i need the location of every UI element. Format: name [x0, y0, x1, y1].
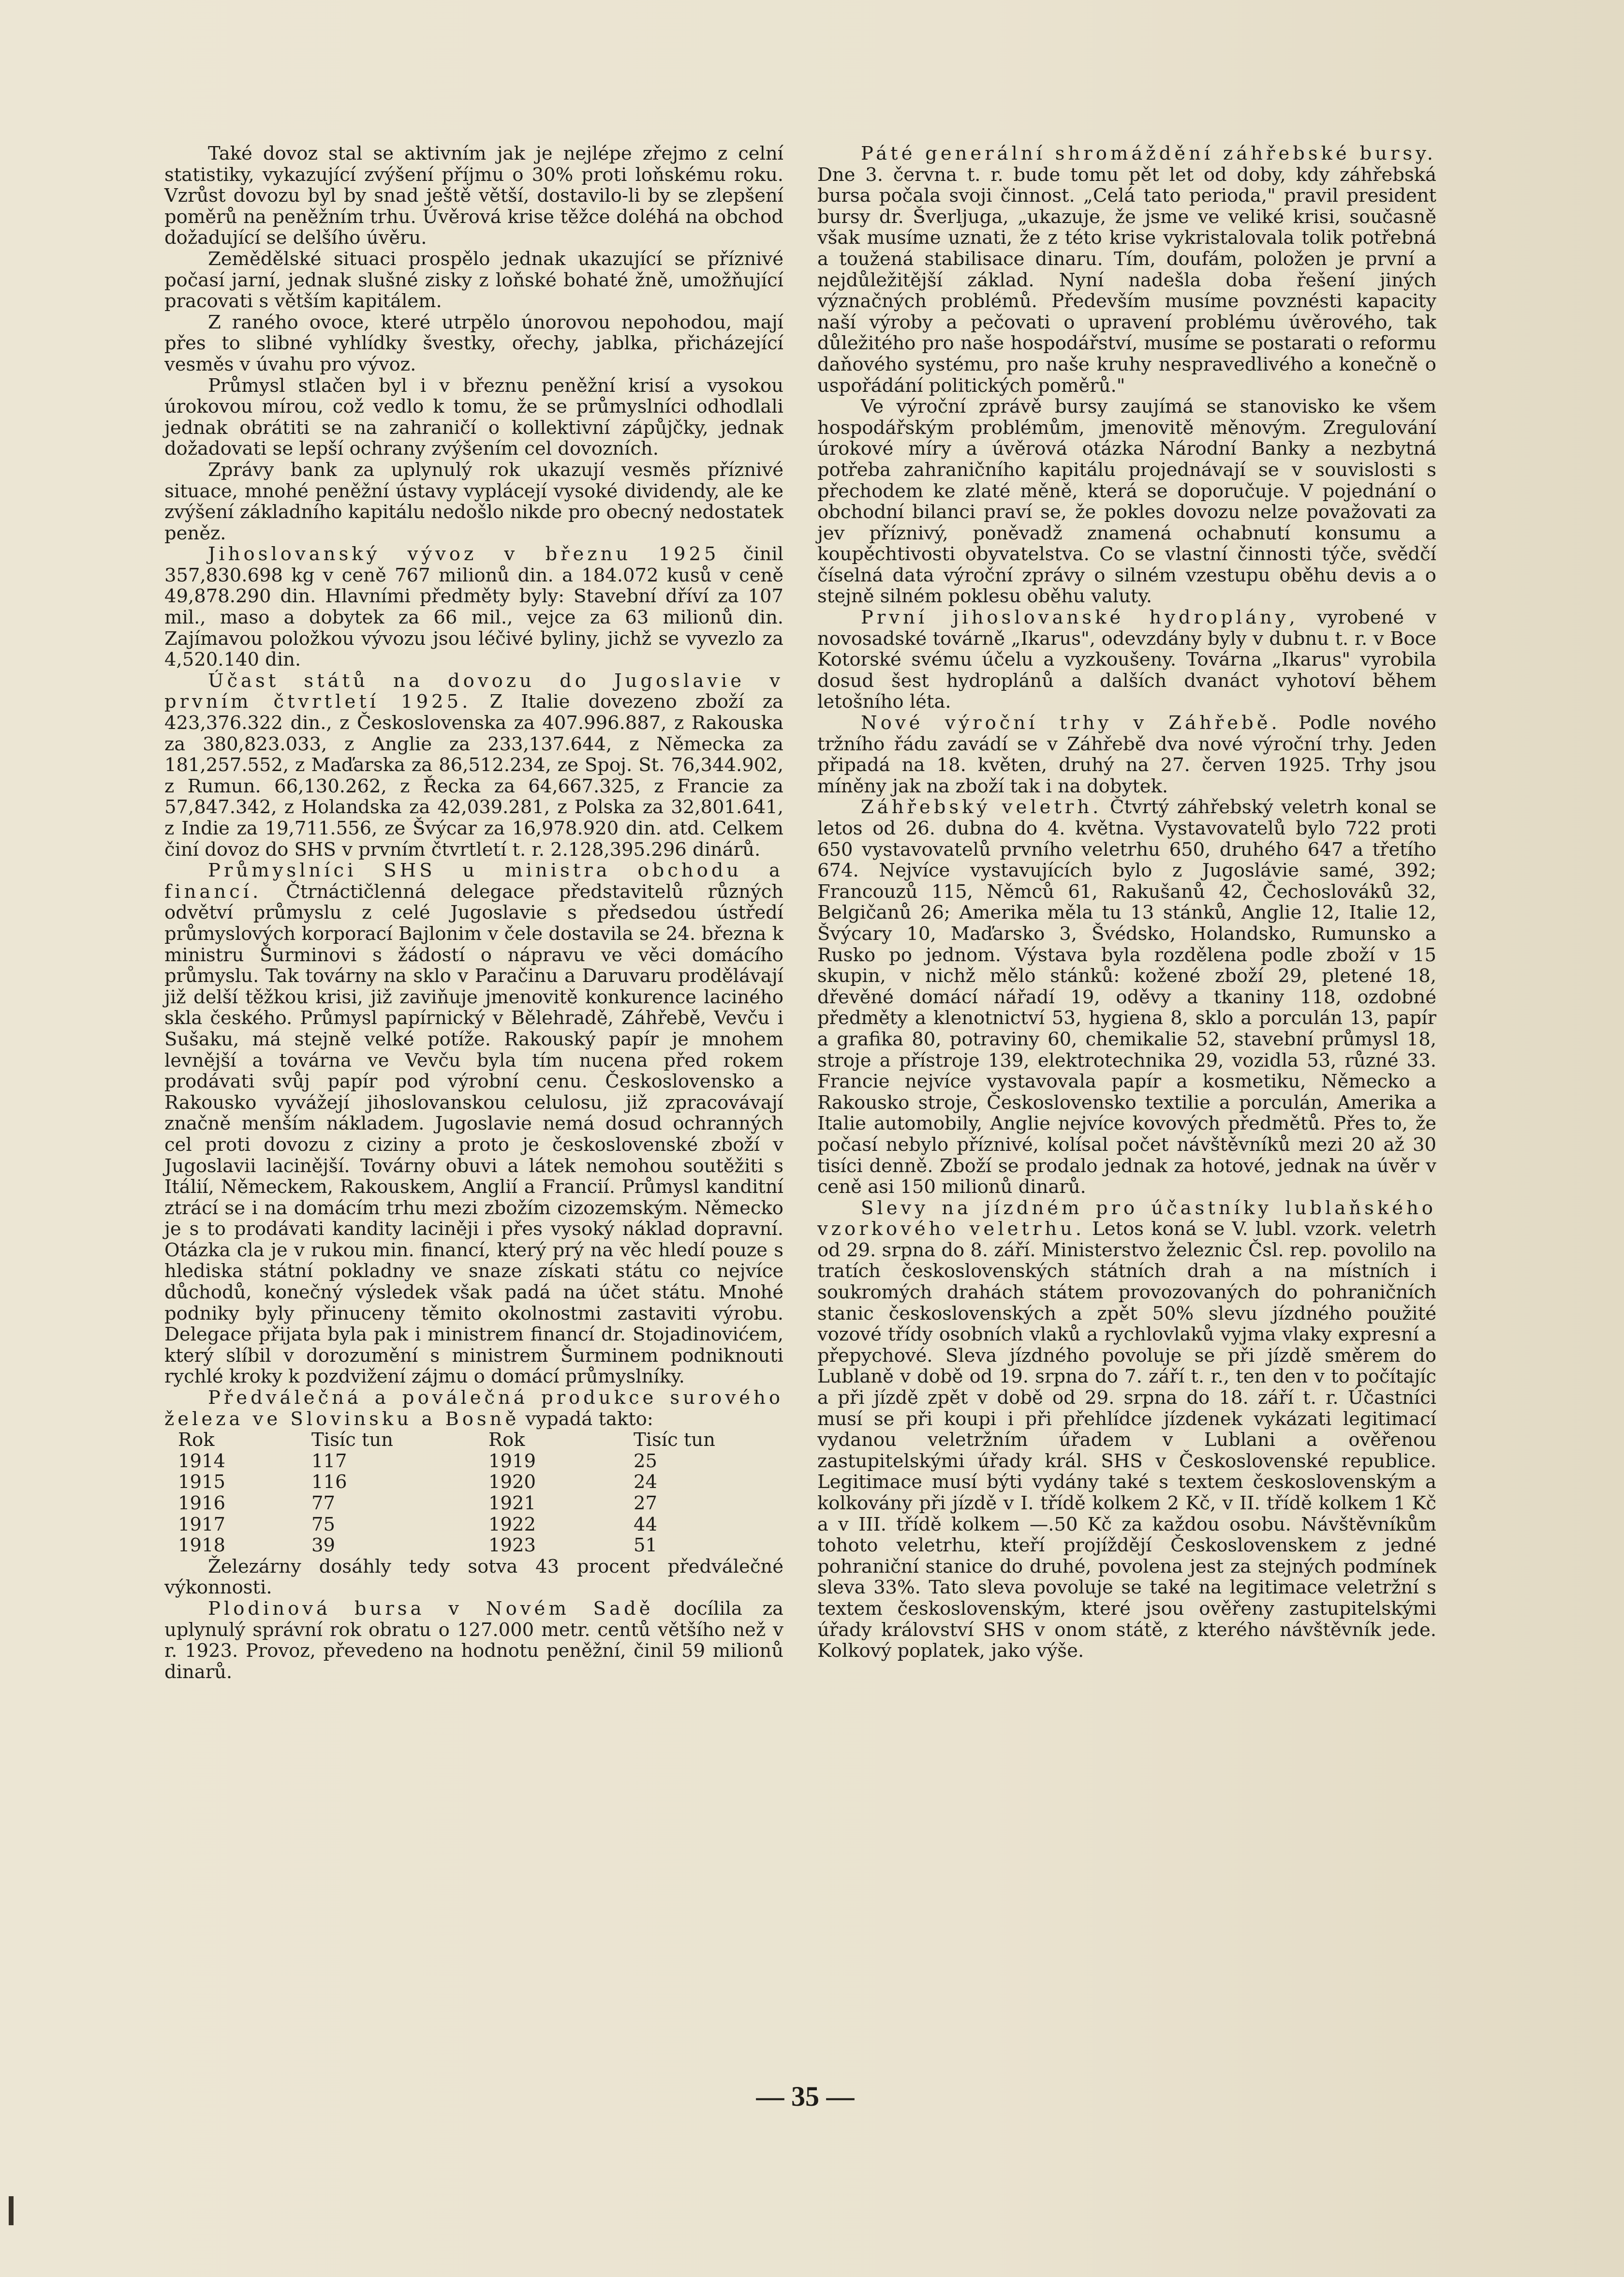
table-cell: 24	[634, 1471, 657, 1493]
paragraph-import-growth: Také dovoz stal se aktivním jak je nejlépe zřejmo z celní statistiky, vykazující zvýšení příjmu o 30% proti loňskému roku. Vzrůst dovozu byl by snad ještě větší, dostavilo-li by se zlepšení poměrů na peněžním trhu. Úvěrová krise těžce doléhá na obchod dožadující se delšího úvěru.	[164, 143, 783, 249]
table-cell: 1918	[178, 1534, 225, 1557]
heading-fare-discounts: Slevy na jízdném pro účastníky lublaňského vzorkového veletrhu.	[817, 1197, 1436, 1240]
table-cell: 1921	[488, 1492, 536, 1514]
table-header-cell: Tisíc tun	[634, 1429, 715, 1451]
body-iron-production: vypadá takto:	[519, 1408, 653, 1430]
table-row	[169, 1451, 750, 1472]
body-annual-markets: Podle nového tržního řádu zavádí se v Záhřebě dva nové výroční trhy. Jeden připadá na 18. květen, druhý na 27. červen 1925. Trhy jsou míněny jak na zboží tak i na dobytek.	[817, 712, 1436, 797]
body-hydroplanes: , vyrobené v novosadské továrně „Ikarus", odevzdány byly v dubnu t. r. v Boce Kotorské svému účelu a vyzkoušeny. Továrna „Ikarus" vyrobila dosud šest hydroplánů a dalších dvanáct vyhotoví během letošního léta.	[817, 607, 1436, 713]
paragraph-fare-discounts	[817, 1198, 1436, 1662]
table-cell: 39	[311, 1534, 335, 1557]
heading-hydroplanes: První jihoslovanské hydroplány	[861, 607, 1289, 629]
table-cell: 1922	[488, 1513, 536, 1535]
table-cell: 1923	[488, 1534, 536, 1557]
paragraph-zagreb-exchange	[817, 143, 1436, 396]
body-zagreb-exchange: Dne 3. června t. r. bude tomu pět let od doby, kdy záhřebská bursa počala svoji činnost. „Celá tato perioda," pravil president bursy dr. Šverljuga, „ukazuje, že jsme ve veliké krisi, současně však musíme uznati, že z této krise vykristalovala tolik potřebná a toužená stabilisace dinaru. Tím, doufám, položen je první a nejdůležitější základ. Nyní nadešla doba řešení jiných význačných problémů. Především musíme povznésti kapacity naší výroby a pečovati o upravení problému úvěrového, tak důležitého pro naše hospodářství, musíme se postarati o reformu daňového systému, pro naše kruhy nespravedlivého a konečně o uspořádání politických poměrů."	[817, 164, 1436, 397]
table-cell: 77	[311, 1492, 335, 1514]
table-cell: 1917	[178, 1513, 225, 1535]
table-cell: 51	[634, 1534, 657, 1557]
paragraph-ironworks: Železárny dosáhly tedy sotva 43 procent předválečné výkonnosti.	[164, 1555, 783, 1599]
table-cell: 1916	[178, 1492, 225, 1514]
paragraph-industrialists	[164, 860, 783, 1387]
table-header-row	[169, 1429, 750, 1451]
table-row	[169, 1493, 750, 1514]
table-cell: 25	[634, 1450, 657, 1472]
body-industrialists: Čtrnáctičlenná delegace představitelů různých odvětví průmyslu z celé Jugoslavie s předsedou ústředí průmyslových korporací Bajlonim v čele dostavila se 24. března k ministru Šurminovi s žádostí o nápravu ve věci domácího průmyslu. Tak továrny na sklo v Paračinu a Daruvaru prodělávají již delší těžkou krisi, již zaviňuje jmenovitě konkurence laciného skla českého. Průmysl papírnický v Bělehradě, Záhřebě, Vevču i Sušaku, má stejně velké potíže. Rakouský papír je mnohem levnější a továrna ve Vevču byla tím nucena před rokem prodávati svůj papír pod výrobní cenu. Československo a Rakousko vyvážejí jihoslovanskou celulosu, již zpracovávají značně menším nákladem. Jugoslavie nemá dosud ochranných cel proti dovozu z ciziny a proto je československé zboží v Jugoslavii lacinější. Továrny obuvi a látek nemohou soutěžiti s Itálií, Německem, Rakouskem, Anglií a Francií. Průmysl kanditní ztrácí se i na domácím trhu mezi zbožím cizozemským. Německo je s to prodávati kandity laciněji i přes vysoký náklad dopravní. Otázka cla je v rukou min. financí, který prý na věc hledí pouze s hlediska státní pokladny ve snaze získati státu co nejvíce důchodů, konečný výsledek však padá na účet státu. Mnohé podniky byly přinuceny těmito okolnostmi zastaviti výrobu. Delegace přijata byla pak i ministrem financí dr. Stojadinovićem, který slíbil v dorozumění s ministrem Šurminem podniknouti rychlé kroky k pozdvižení zájmu o domácí průmyslníky.	[164, 880, 783, 1388]
table-cell: 75	[311, 1513, 335, 1535]
paragraph-agriculture: Zemědělské situaci prospělo jednak ukazující se příznivé počasí jarní, jednak slušné zisky z loňské bohaté žně, umožňující pracovati s větším kapitálem.	[164, 248, 783, 313]
table-header-cell: Rok	[178, 1429, 215, 1451]
body-export-march: činil 357,830.698 kg v ceně 767 milionů din. a 184.072 kusů v ceně 49,878.290 din. Hlavními předměty byly: Stavební dříví za 107 mil., maso a dobytek za 66 mil., vejce za 63 milionů din. Zajímavou položkou vývozu jsou léčivé byliny, jichž se vyvezlo za 4,520.140 din.	[164, 543, 783, 671]
table-cell: 1920	[488, 1471, 536, 1493]
page-number: — 35 —	[756, 2081, 855, 2112]
table-cell: 1915	[178, 1471, 225, 1493]
table-cell: 44	[634, 1513, 657, 1535]
paragraph-fruit: Z raného ovoce, které utrpělo únorovou nepohodou, mají přes to slibné vyhlídky švestky, ořechy, jablka, přicházející vesměs v úvahu pro vývoz.	[164, 311, 783, 375]
heading-annual-markets: Nové výroční trhy v Záhřebě.	[861, 712, 1281, 734]
left-column	[164, 143, 783, 1682]
paragraph-hydroplanes	[817, 607, 1436, 713]
paragraph-zagreb-fair	[817, 797, 1436, 1197]
paragraph-industry: Průmysl stlačen byl i v březnu peněžní krisí a vysokou úrokovou mírou, což vedlo k tomu, že se průmyslníci odhodlali jednak obrátiti se na zahraničí o kollektivní zápůjčky, jednak dožadovati se lepší ochrany zvýšením cel dovozních.	[164, 374, 783, 460]
paragraph-annual-markets	[817, 713, 1436, 797]
table-row	[169, 1535, 750, 1556]
heading-industrialists: Průmyslníci SHS u ministra obchodu a financí.	[164, 860, 783, 903]
body-commodity-exchange: docílila za uplynulý správní rok obratu o 127.000 metr. centů většího než v r. 1923. Provoz, převedeno na hodnotu peněžní, činil 59 milionů dinarů.	[164, 1597, 783, 1683]
paragraph-banks: Zprávy bank za uplynulý rok ukazují vesměs příznivé situace, mnohé peněžní ústavy vyplácejí vysoké dividendy, ale ke zvýšení základního kapitálu nedošlo nikde pro obecný nedostatek peněz.	[164, 459, 783, 544]
binding-mark	[9, 2196, 14, 2225]
table-header-cell: Tisíc tun	[311, 1429, 393, 1451]
table-cell: 1919	[488, 1450, 536, 1472]
table-row	[169, 1514, 750, 1535]
table-header-cell: Rok	[488, 1429, 525, 1451]
heading-zagreb-fair: Záhřebský veletrh.	[861, 796, 1102, 819]
heading-commodity-exchange: Plodinová bursa v Novém Sadě	[208, 1597, 654, 1620]
table-row	[169, 1472, 750, 1493]
paragraph-commodity-exchange	[164, 1598, 783, 1682]
table-cell: 117	[311, 1450, 347, 1472]
heading-import-shares: Účast států na dovozu do Jugoslavie v prvním čtvrtletí 1925.	[164, 670, 783, 713]
body-zagreb-fair: Čtvrtý záhřebský veletrh konal se letos od 26. dubna do 4. května. Vystavovatelů bylo 722 proti 650 vystavovatelů prvního veletrhu 650, druhého 647 a třetího 674. Nejvíce vystavujících bylo z Jugoslávie samé, 392; Francouzů 115, Němců 61, Rakušanů 42, Čechoslováků 32, Belgičanů 26; Amerika měla tu 13 stánků, Anglie 12, Italie 12, Švýcary 10, Maďarsko 3, Švédsko, Holandsko, Rumunsko a Rusko po jednom. Výstava byla rozdělena podle zboží v 15 skupin, v nichž mělo stánků: kožené zboží 29, pletené 18, dřevěné domácí nářadí 19, oděvy a tkaniny 118, ozdobné předměty a klenotnictví 53, hygiena 8, sklo a porculán 13, papír a grafika 80, potraviny 60, chemikalie 52, stavební průmysl 18, stroje a přístroje 139, elektrotechnika 29, vozidla 53, různé 33. Francie nejvíce vystavovala papír a kosmetiku, Německo a Rakousko stroje, Československo textilie a porculán, Amerika a Italie automobily, Anglie nejvíce kovových předmětů. Přes to, že počasí nebylo příznivé, kolísal počet návštěvníků mezi 20 až 30 tisíci denně. Zboží se prodalo jednak za hotové, jednak na úvěr v ceně asi 150 milionů dinarů.	[817, 796, 1436, 1198]
body-import-shares: Z Italie dovezeno zboží za 423,376.322 din., z Československa za 407.996.887, z Rakouska za 380,823.033, z Anglie za 233,137.644, z Německa za 181,257.552, z Maďarska za 86,512.234, ze Spoj. St. 76,344.902, z Rumun. 66,130.262, z Řecka za 64,667.325, z Francie za 57,847.342, z Holandska za 42,039.281, z Polska za 32,801.641, z Indie za 19,711.556, ze Švýcar za 16,978.920 din. atd. Celkem činí dovoz do SHS v prvním čtvrtletí t. r. 2.128,395.296 dinárů.	[164, 691, 783, 861]
heading-export-march: Jihoslovanský vývoz v březnu 1925	[208, 543, 720, 566]
paragraph-import-shares	[164, 670, 783, 860]
table-cell: 1914	[178, 1450, 225, 1472]
heading-zagreb-exchange: Páté generální shromáždění záhřebské bursy.	[861, 143, 1436, 164]
heading-iron-production: Předválečná a poválečná produkce surového železa ve Slovinsku a Bosně	[164, 1387, 783, 1430]
paragraph-export-march	[164, 544, 783, 670]
body-fare-discounts: Letos koná se V. lubl. vzork. veletrh od 29. srpna do 8. září. Ministerstvo železnic Čsl. rep. povolilo na tratích československých státních drah a na místních i soukromých drahách státem provozovaných do pohraničních stanic československých a zpět 50% slevu jízdného použité vozové třídy osobních vlaků a rychlovlaků vyjma vlaky expresní a přepychové. Sleva jízdného povoluje se při jízdě směrem do Lublaně v době od 19. srpna do 7. září t. r., ten den v to počítajíc a při jízdě zpět v době od 29. srpna do 18. září t. r. Účastníci musí se při koupi i při přehlídce jízdenek vykázati legitimací vydanou veletržním úřadem v Lublani a ověřenou zastupitelskými úřady král. SHS v Československé republice. Legitimace musí býti vydány také s textem československým a kolkovány při jízdě v I. třídě kolkem 2 Kč, v II. třídě kolkem 1 Kč a v III. třídě kolkem —.50 Kč za každou osobu. Návštěvníkům tohoto veletrhu, kteří projíždějí Československem z jedné pohraniční stanice do druhé, povolena jest za stejných podmínek sleva 33%. Tato sleva povoluje se také na legitimace veletržní s textem československým, které jsou ověřeny zastupitelskými úřady království SHS v onom státě, z kterého návštěvník jede. Kolkový poplatek, jako výše.	[817, 1218, 1436, 1662]
table-cell: 116	[311, 1471, 347, 1493]
iron-production-table	[169, 1429, 750, 1556]
table-cell: 27	[634, 1492, 657, 1514]
right-column	[817, 143, 1436, 1662]
paragraph-annual-report: Ve výroční zprávě bursy zaujímá se stanovisko ke všem hospodářským problémům, jmenovitě měnovým. Zregulování úrokové míry a úvěrová otázka Národní Banky a nezbytná potřeba zahraničního kapitálu projednávají se v souvislosti s přechodem ke zlaté měně, která se doporučuje. V pojednání o obchodní bilanci praví se, že pokles dovozu nelze považovati za jev příznivý, poněvadž znamená ochabnutí konsumu a koupěchtivosti obyvatelstva. Co se vlastní činnosti týče, svědčí číselná data výroční zprávy o silném vzestupu oběhu devis a o stejně silném poklesu oběhu valuty.	[817, 396, 1436, 608]
paragraph-iron-production	[164, 1387, 783, 1429]
